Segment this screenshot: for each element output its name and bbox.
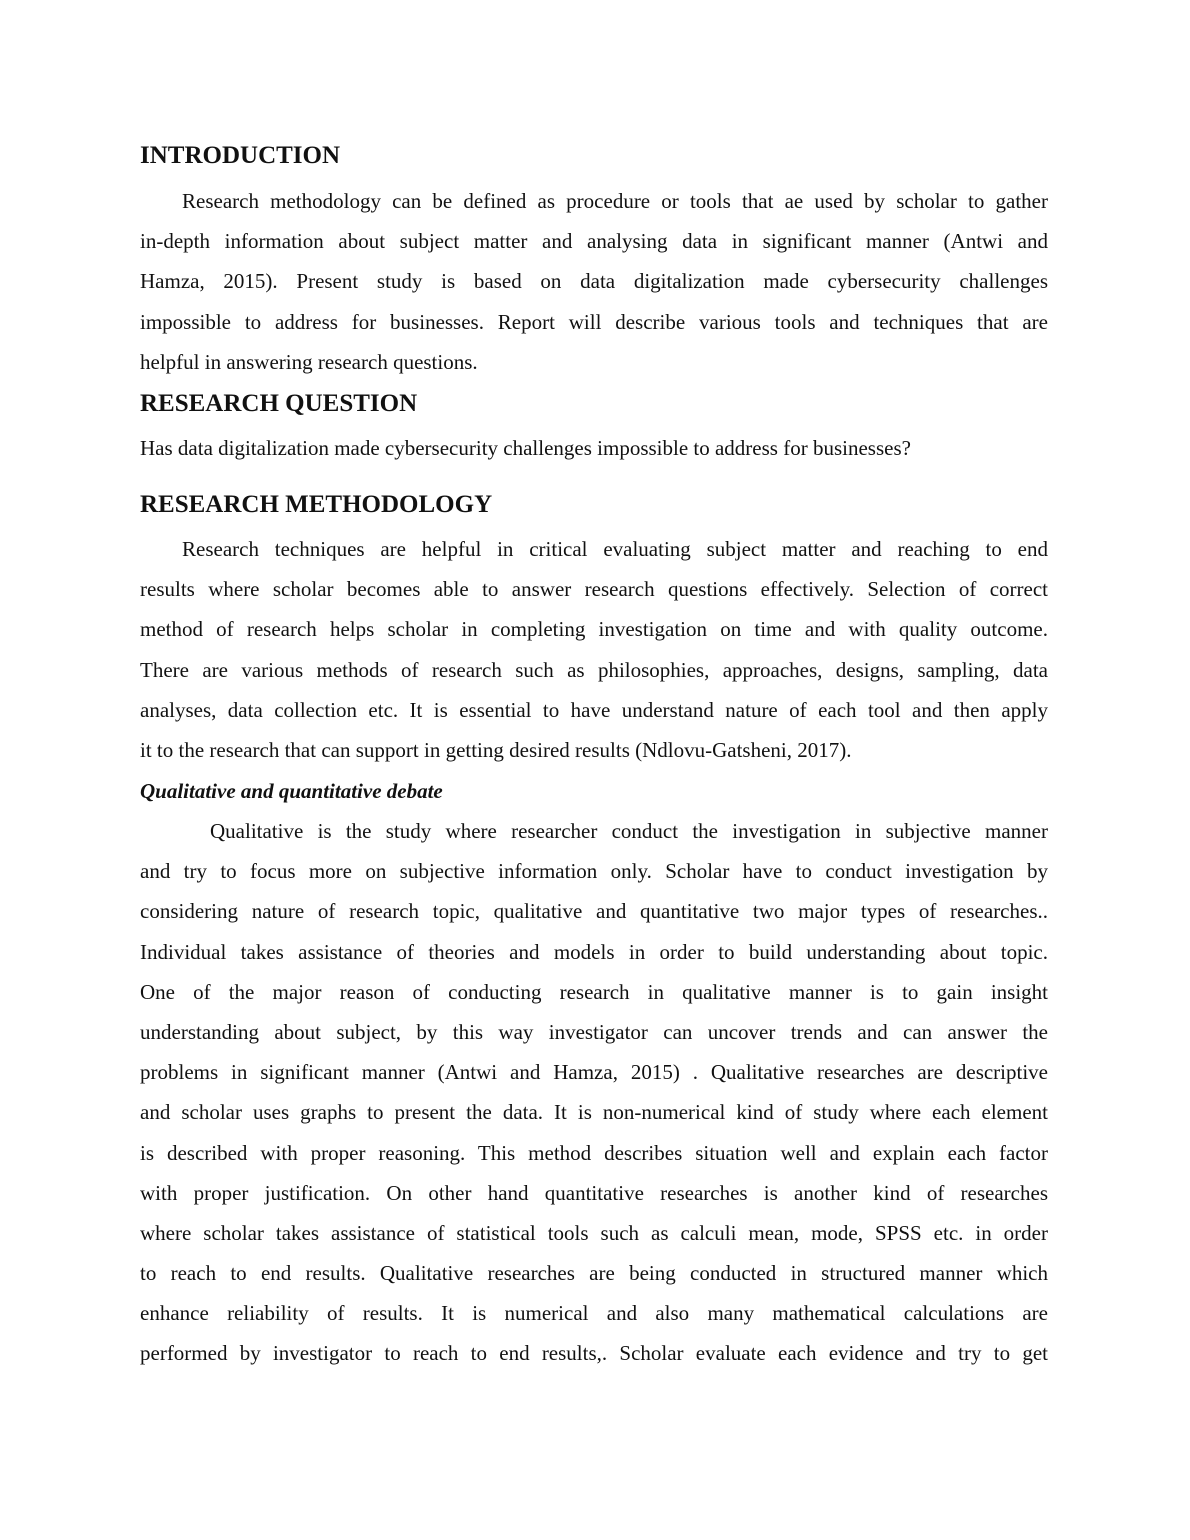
- text-line: Hamza, 2015). Present study is based on data digitalization made cybersecurity challenges: [140, 269, 1048, 294]
- text-line: Research methodology can be defined as procedure or tools that ae used by scholar to gather: [182, 189, 1048, 213]
- text-line: helpful in answering research questions.: [140, 349, 478, 374]
- text-line: problems in significant manner (Antwi and Hamza, 2015) . Qualitative researches are descriptive: [140, 1060, 1048, 1085]
- text-line: analyses, data collection etc. It is essential to have understand nature of each tool and then apply: [140, 697, 1048, 722]
- paragraph-debate: [140, 811, 1048, 1374]
- text-line: is described with proper reasoning. This method describes situation well and explain each factor: [140, 1140, 1048, 1165]
- text-line: in-depth information about subject matter and analysing data in significant manner (Antwi and: [140, 229, 1048, 254]
- paragraph-introduction: [140, 181, 1048, 382]
- text-line: results where scholar becomes able to answer research questions effectively. Selection of correct: [140, 577, 1048, 602]
- text-line: and scholar uses graphs to present the data. It is non-numerical kind of study where each element: [140, 1100, 1048, 1125]
- text-line: considering nature of research topic, qualitative and quantitative two major types of researches..: [140, 899, 1048, 924]
- heading-research-question: RESEARCH QUESTION: [140, 390, 418, 417]
- text-line: enhance reliability of results. It is numerical and also many mathematical calculations are: [140, 1301, 1048, 1326]
- text-line: it to the research that can support in getting desired results (Ndlovu-Gatsheni, 2017).: [140, 737, 852, 762]
- subheading-debate: Qualitative and quantitative debate: [140, 779, 443, 803]
- text-line: method of research helps scholar in completing investigation on time and with quality outcome.: [140, 617, 1048, 642]
- text-line: Qualitative is the study where researcher conduct the investigation in subjective manner: [210, 819, 1048, 843]
- research-question-text: Has data digitalization made cybersecurity challenges impossible to address for businesses?: [140, 436, 911, 460]
- text-line: with proper justification. On other hand quantitative researches is another kind of researches: [140, 1180, 1048, 1205]
- heading-introduction: INTRODUCTION: [140, 142, 341, 169]
- text-line: Individual takes assistance of theories and models in order to build understanding about topic.: [140, 939, 1048, 964]
- text-line: impossible to address for businesses. Report will describe various tools and techniques that are: [140, 309, 1048, 334]
- heading-research-methodology: RESEARCH METHODOLOGY: [140, 491, 493, 518]
- paragraph-methodology: [140, 529, 1048, 770]
- text-line: Research techniques are helpful in critical evaluating subject matter and reaching to end: [182, 537, 1048, 561]
- text-line: There are various methods of research such as philosophies, approaches, designs, sampling, data: [140, 657, 1048, 682]
- text-line: and try to focus more on subjective information only. Scholar have to conduct investigation by: [140, 859, 1048, 884]
- text-line: where scholar takes assistance of statistical tools such as calculi mean, mode, SPSS etc. in order: [140, 1220, 1048, 1245]
- text-line: to reach to end results. Qualitative researches are being conducted in structured manner which: [140, 1261, 1048, 1286]
- text-line: performed by investigator to reach to end results,. Scholar evaluate each evidence and try to get: [140, 1341, 1048, 1366]
- text-line: understanding about subject, by this way investigator can uncover trends and can answer the: [140, 1019, 1048, 1044]
- text-line: One of the major reason of conducting research in qualitative manner is to gain insight: [140, 979, 1048, 1004]
